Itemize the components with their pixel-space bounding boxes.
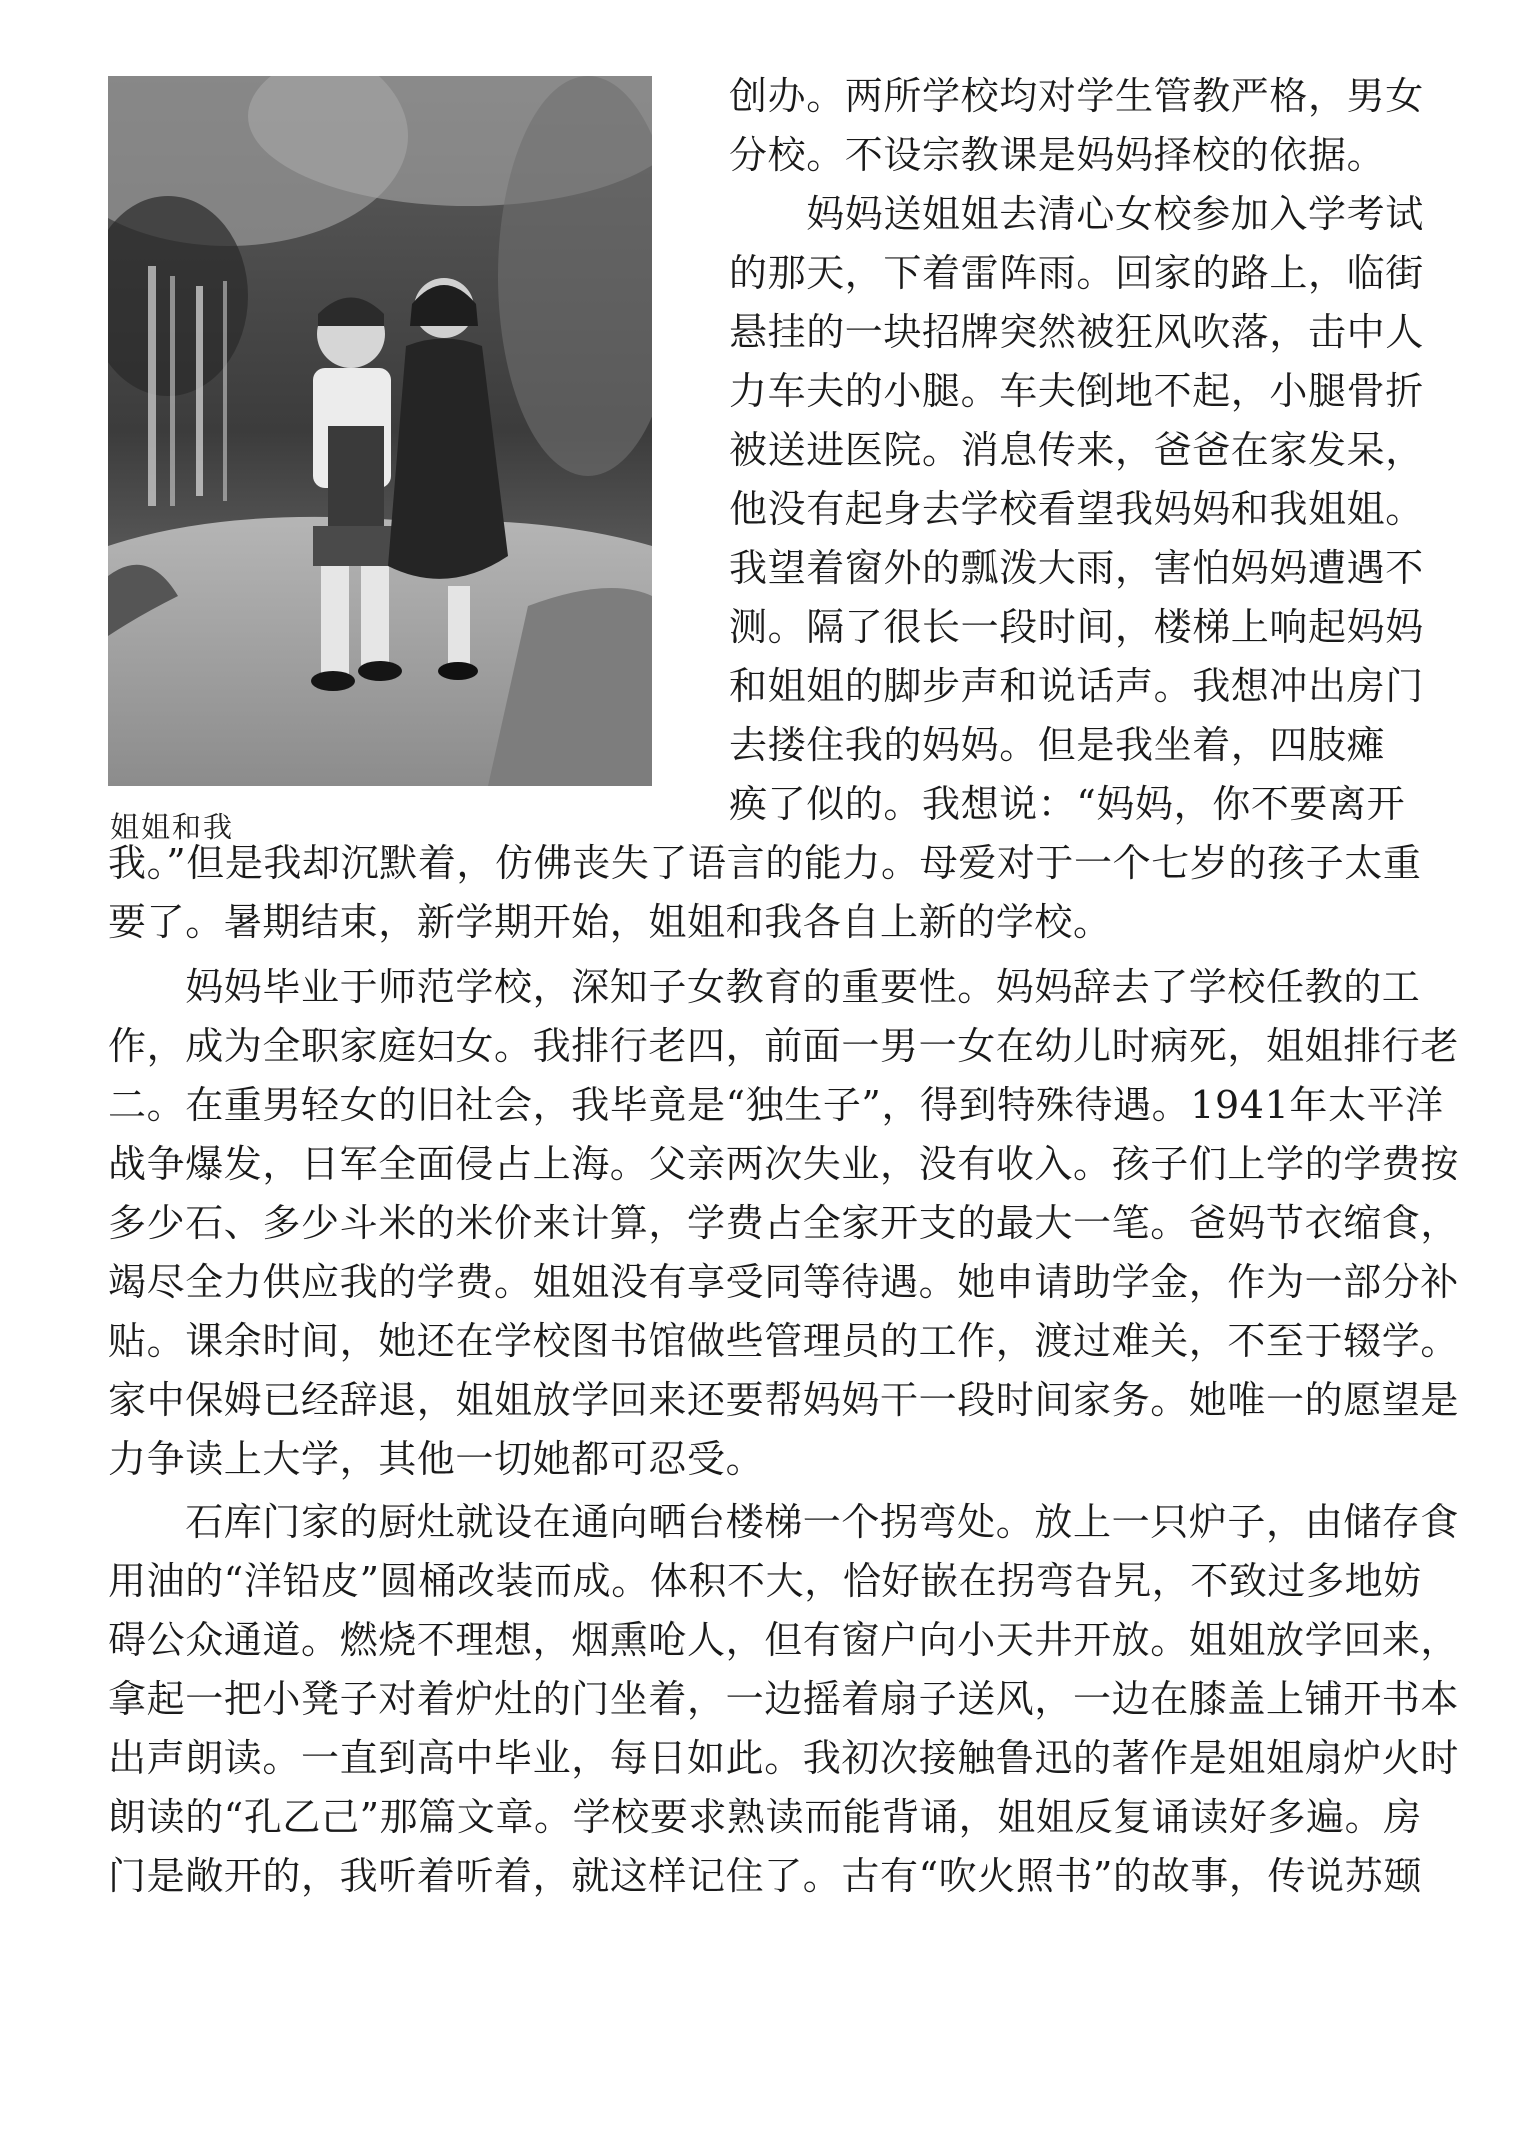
photo-illustration — [108, 76, 652, 786]
text-line: 家中保姆已经辞退，姐姐放学回来还要帮妈妈干一段时间家务。她唯一的愿望是 — [108, 1378, 1460, 1422]
text-line: 测。隔了很长一段时间，楼梯上响起妈妈 — [729, 605, 1424, 649]
text-line: 分校。不设宗教课是妈妈择校的依据。 — [729, 133, 1386, 177]
text-line: 力争读上大学，其他一切她都可忍受。 — [108, 1437, 765, 1481]
text-line: 悬挂的一块招牌突然被狂风吹落，击中人 — [729, 310, 1424, 354]
text-line: 多少石、多少斗米的米价来计算，学费占全家开支的最大一笔。爸妈节衣缩食， — [108, 1201, 1460, 1245]
text-line: 要了。暑期结束，新学期开始，姐姐和我各自上新的学校。 — [108, 900, 1112, 944]
text-line: 妈妈送姐姐去清心女校参加入学考试 — [729, 192, 1424, 236]
text-line: 痪了似的。我想说：“妈妈，你不要离开 — [729, 782, 1406, 826]
text-line: 石库门家的厨灶就设在通向晒台楼梯一个拐弯处。放上一只炉子，由储存食 — [108, 1500, 1460, 1544]
text-line: 竭尽全力供应我的学费。姐姐没有享受同等待遇。她申请助学金，作为一部分补 — [108, 1260, 1460, 1304]
text-line: 贴。课余时间，她还在学校图书馆做些管理员的工作，渡过难关，不至于辍学。 — [108, 1319, 1460, 1363]
text-line: 我。”但是我却沉默着，仿佛丧失了语言的能力。母爱对于一个七岁的孩子太重 — [108, 841, 1422, 885]
text-line: 被送进医院。消息传来，爸爸在家发呆， — [729, 428, 1424, 472]
photo-caption: 姐姐和我 — [110, 810, 235, 844]
text-line: 的那天，下着雷阵雨。回家的路上，临街 — [729, 251, 1424, 295]
text-line: 拿起一把小凳子对着炉灶的门坐着，一边摇着扇子送风，一边在膝盖上铺开书本 — [108, 1677, 1460, 1721]
text-line: 出声朗读。一直到高中毕业，每日如此。我初次接触鲁迅的著作是姐姐扇炉火时 — [108, 1736, 1460, 1780]
text-line: 用油的“洋铅皮”圆桶改装而成。体积不大，恰好嵌在拐弯旮旯，不致过多地妨 — [108, 1559, 1422, 1603]
text-line: 妈妈毕业于师范学校，深知子女教育的重要性。妈妈辞去了学校任教的工 — [108, 965, 1421, 1009]
photograph-sister-and-me — [108, 76, 652, 786]
text-line: 我望着窗外的瓢泼大雨，害怕妈妈遭遇不 — [729, 546, 1424, 590]
text-line: 他没有起身去学校看望我妈妈和我姐姐。 — [729, 487, 1424, 531]
text-line: 战争爆发，日军全面侵占上海。父亲两次失业，没有收入。孩子们上学的学费按 — [108, 1142, 1460, 1186]
text-line: 作，成为全职家庭妇女。我排行老四，前面一男一女在幼儿时病死，姐姐排行老 — [108, 1024, 1460, 1068]
text-line: 碍公众通道。燃烧不理想，烟熏呛人，但有窗户向小天井开放。姐姐放学回来， — [108, 1618, 1460, 1662]
text-line: 和姐姐的脚步声和说话声。我想冲出房门 — [729, 664, 1424, 708]
text-line: 二。在重男轻女的旧社会，我毕竟是“独生子”，得到特殊待遇。1941年太平洋 — [108, 1083, 1444, 1127]
text-line: 朗读的“孔乙己”那篇文章。学校要求熟读而能背诵，姐姐反复诵读好多遍。房 — [108, 1795, 1422, 1839]
text-line: 创办。两所学校均对学生管教严格，男女 — [729, 74, 1424, 118]
text-line: 力车夫的小腿。车夫倒地不起，小腿骨折 — [729, 369, 1424, 413]
text-line: 门是敞开的，我听着听着，就这样记住了。古有“吹火照书”的故事，传说苏颋 — [108, 1854, 1422, 1898]
text-line: 去搂住我的妈妈。但是我坐着，四肢瘫 — [729, 723, 1386, 767]
